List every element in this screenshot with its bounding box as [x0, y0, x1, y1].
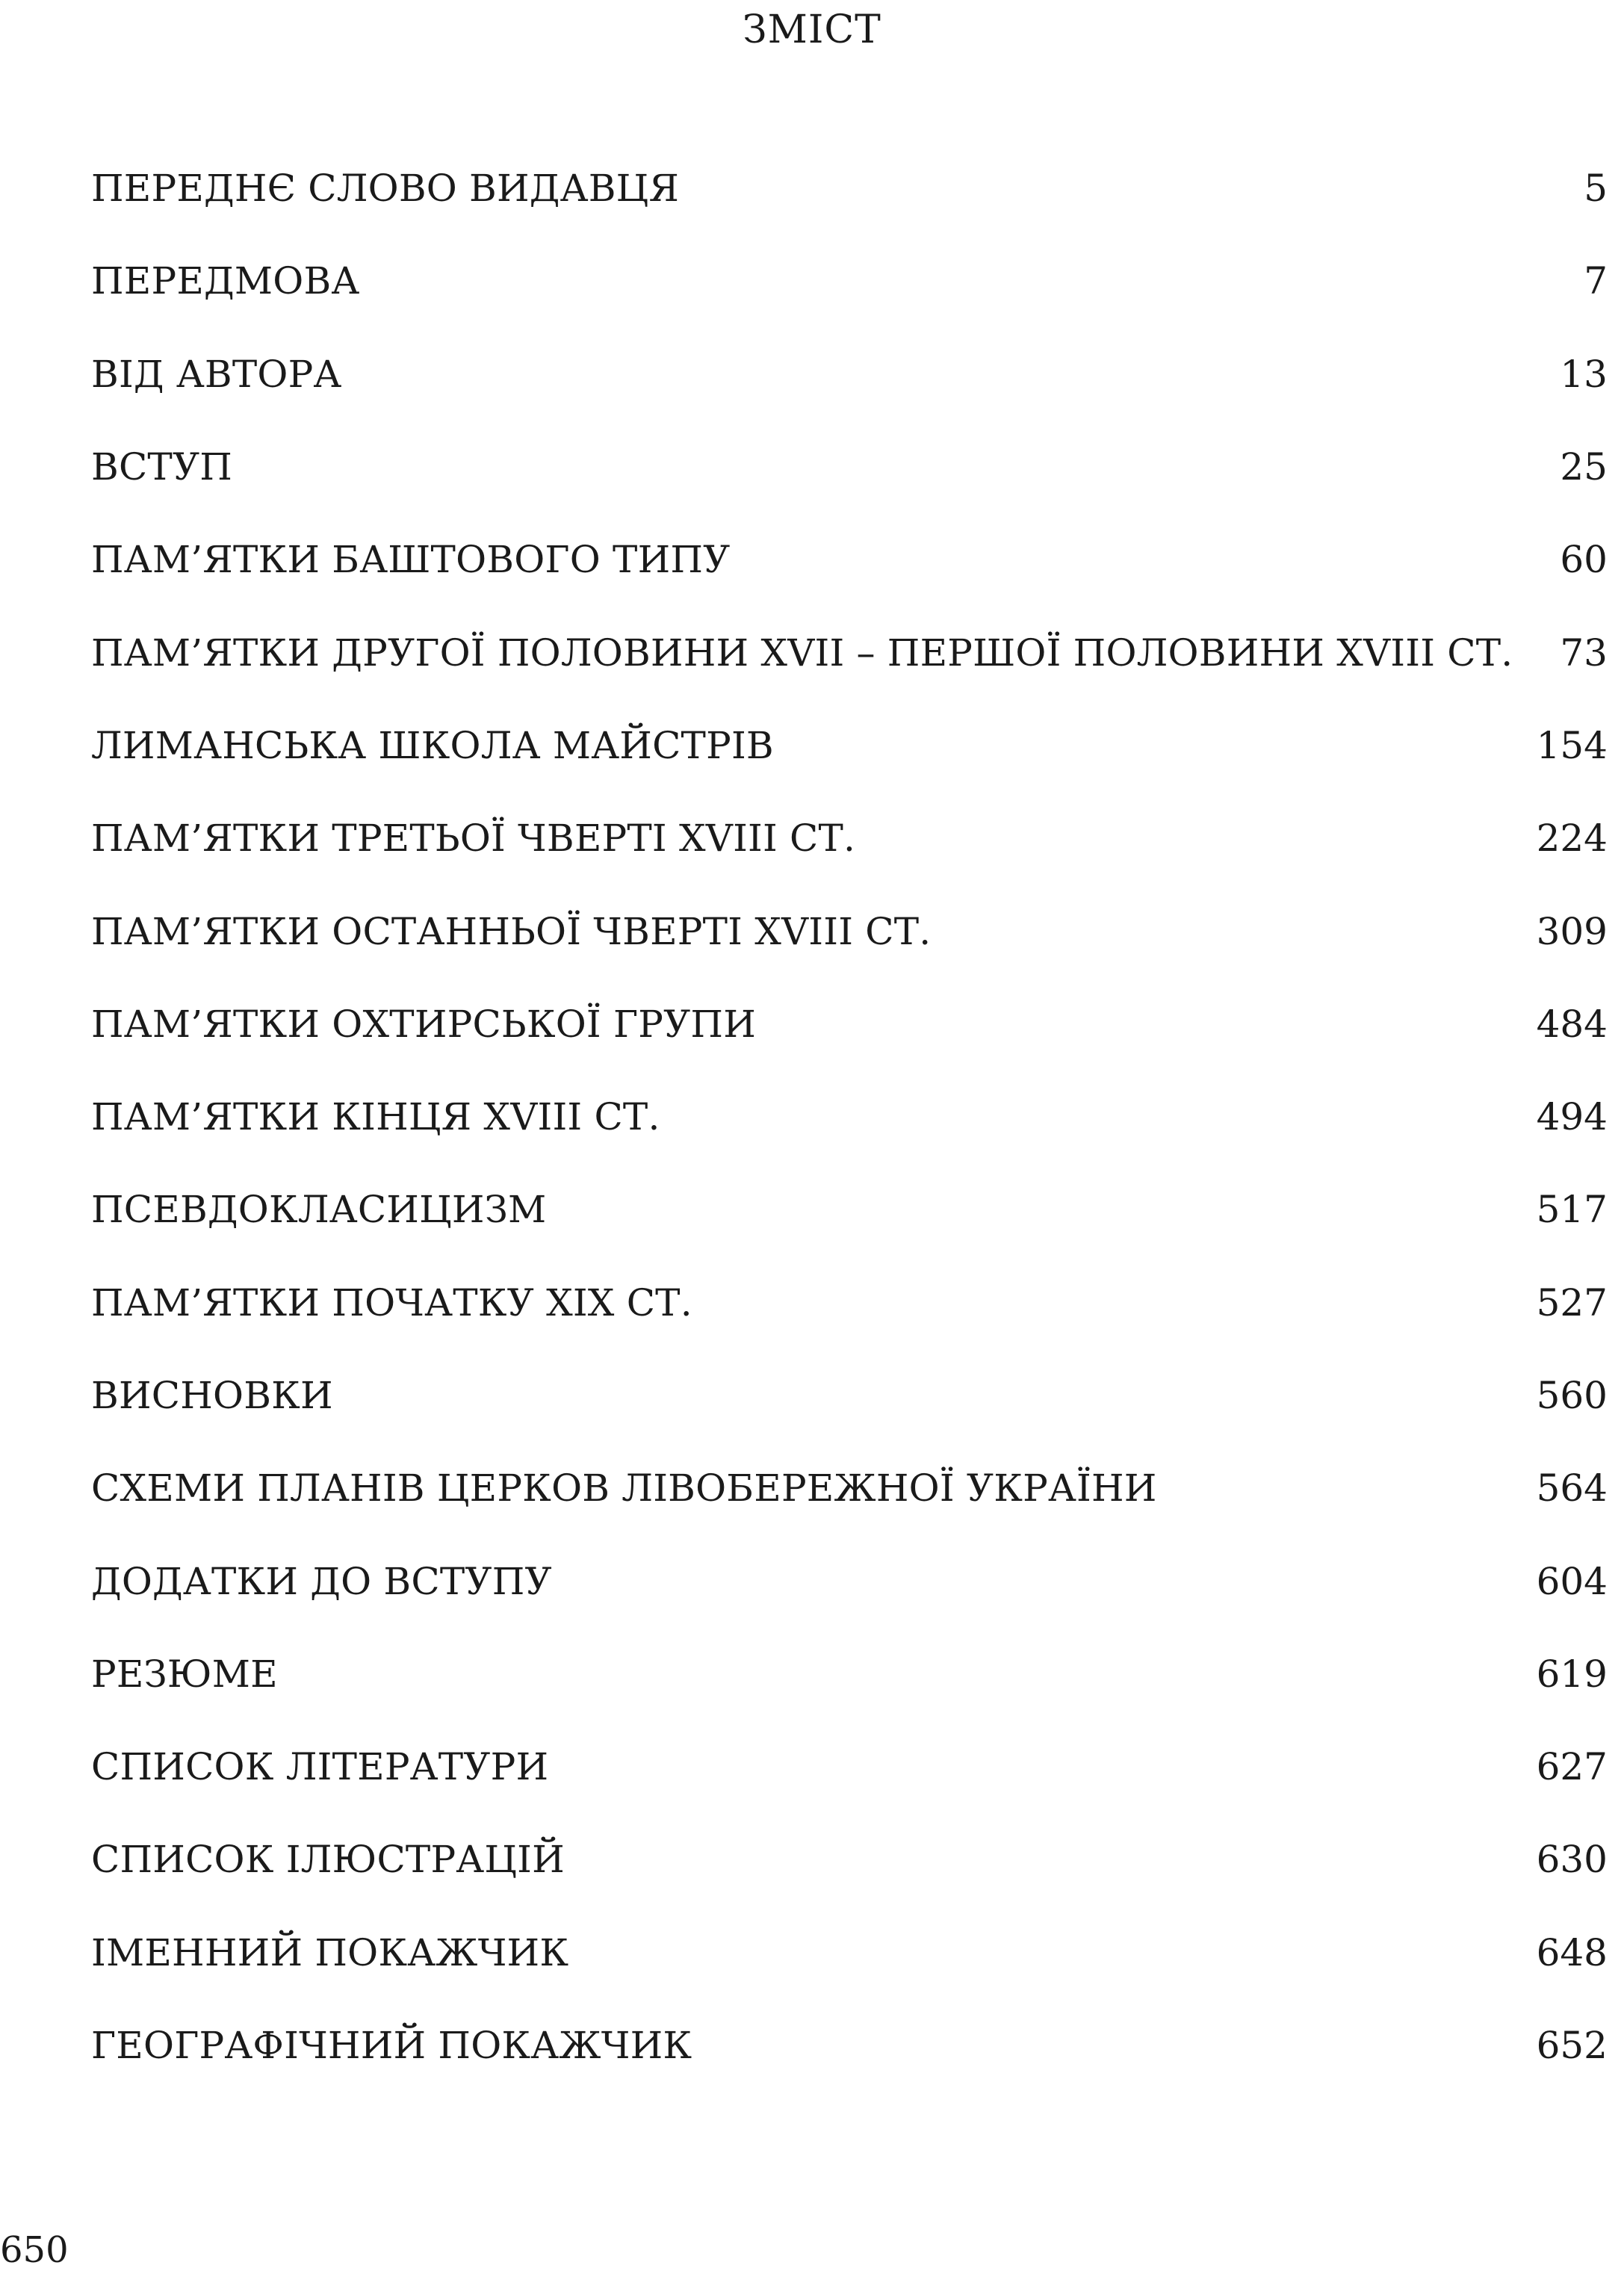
- toc-entry-title: ПАМ’ЯТКИ ОСТАННЬОЇ ЧВЕРТІ XVIII СТ.: [91, 909, 932, 953]
- toc-entry-title: ПСЕВДОКЛАСИЦИЗМ: [91, 1188, 547, 1232]
- toc-row[interactable]: [91, 606, 1608, 698]
- toc-page-number: 630: [1536, 1838, 1608, 1882]
- toc-row[interactable]: [91, 142, 1608, 235]
- toc-page-number: 627: [1536, 1745, 1608, 1789]
- toc-page-number: 60: [1560, 538, 1608, 582]
- toc-row[interactable]: [91, 1163, 1608, 1256]
- toc-entry-title: ГЕОГРАФІЧНИЙ ПОКАЖЧИК: [91, 2024, 692, 2068]
- toc-entry-title: ПАМ’ЯТКИ ДРУГОЇ ПОЛОВИНИ XVII – ПЕРШОЇ ПОЛОВИНИ XVIII СТ.: [91, 631, 1513, 675]
- toc-row[interactable]: [91, 235, 1608, 327]
- toc-row[interactable]: [91, 1257, 1608, 1349]
- toc-row[interactable]: [91, 1071, 1608, 1163]
- toc-entry-title: СХЕМИ ПЛАНІВ ЦЕРКОВ ЛІВОБЕРЕЖНОЇ УКРАЇНИ: [91, 1466, 1157, 1511]
- page-number: 650: [0, 2229, 69, 2271]
- toc-page-number: 5: [1584, 167, 1608, 211]
- toc-row[interactable]: [91, 1442, 1608, 1534]
- toc-page-number: 517: [1536, 1188, 1608, 1232]
- toc-page-number: 560: [1536, 1374, 1608, 1417]
- toc-page-number: 484: [1536, 1002, 1608, 1046]
- toc-page-number: 494: [1536, 1095, 1608, 1139]
- toc-row[interactable]: [91, 1906, 1608, 1999]
- toc-row[interactable]: [91, 885, 1608, 977]
- toc-entry-title: ІМЕННИЙ ПОКАЖЧИК: [91, 1930, 569, 1974]
- toc-row[interactable]: [91, 1720, 1608, 1813]
- toc-entry-title: ПАМ’ЯТКИ ОХТИРСЬКОЇ ГРУПИ: [91, 1002, 757, 1046]
- toc-entry-title: ВИСНОВКИ: [91, 1374, 333, 1417]
- toc-row[interactable]: [91, 328, 1608, 421]
- toc-row[interactable]: [91, 1628, 1608, 1720]
- toc-page-number: 648: [1536, 1930, 1608, 1974]
- toc-page-number: 224: [1536, 817, 1608, 861]
- toc-page-number: 7: [1584, 259, 1608, 303]
- toc-page-number: 564: [1536, 1466, 1608, 1511]
- toc-page-number: 13: [1560, 352, 1608, 396]
- toc-page-number: 619: [1536, 1652, 1608, 1696]
- toc-row[interactable]: [91, 699, 1608, 792]
- toc-page-number: 527: [1536, 1280, 1608, 1325]
- toc-row[interactable]: [91, 421, 1608, 513]
- toc-page-number: 309: [1536, 909, 1608, 953]
- toc-row[interactable]: [91, 792, 1608, 885]
- toc-entry-title: ДОДАТКИ ДО ВСТУПУ: [91, 1559, 552, 1603]
- toc-row[interactable]: [91, 1813, 1608, 1906]
- toc-page-number: 154: [1536, 723, 1608, 767]
- toc-entry-title: ВІД АВТОРА: [91, 352, 342, 396]
- toc-entry-title: ПАМ’ЯТКИ ТРЕТЬОЇ ЧВЕРТІ XVIII СТ.: [91, 817, 856, 861]
- toc-row[interactable]: [91, 1999, 1608, 2092]
- toc-page-number: 652: [1536, 2024, 1608, 2068]
- toc-entry-title: ПАМ’ЯТКИ ПОЧАТКУ XIX СТ.: [91, 1280, 692, 1325]
- toc-entry-title: ПЕРЕДМОВА: [91, 259, 360, 303]
- toc-row[interactable]: [91, 1349, 1608, 1442]
- toc-entry-title: ЛИМАНСЬКА ШКОЛА МАЙСТРІВ: [91, 723, 774, 767]
- toc-entry-title: ПАМ’ЯТКИ БАШТОВОГО ТИПУ: [91, 538, 731, 582]
- toc-page-number: 604: [1536, 1559, 1608, 1603]
- toc-row[interactable]: [91, 1534, 1608, 1627]
- toc-entry-title: РЕЗЮМЕ: [91, 1652, 278, 1696]
- toc-entry-title: ВСТУП: [91, 445, 233, 489]
- toc-entry-title: СПИСОК ЛІТЕРАТУРИ: [91, 1745, 549, 1789]
- toc-row[interactable]: [91, 513, 1608, 606]
- toc-entry-title: ПАМ’ЯТКИ КІНЦЯ XVIII СТ.: [91, 1095, 660, 1139]
- toc-page-number: 25: [1560, 445, 1608, 489]
- toc-entry-title: СПИСОК ІЛЮСТРАЦІЙ: [91, 1838, 565, 1882]
- toc-page-number: 73: [1560, 631, 1608, 675]
- toc-entry-title: ПЕРЕДНЄ СЛОВО ВИДАВЦЯ: [91, 167, 680, 211]
- toc-row[interactable]: [91, 978, 1608, 1071]
- table-of-contents: [91, 142, 1608, 2092]
- page-title: ЗМІСТ: [743, 7, 881, 52]
